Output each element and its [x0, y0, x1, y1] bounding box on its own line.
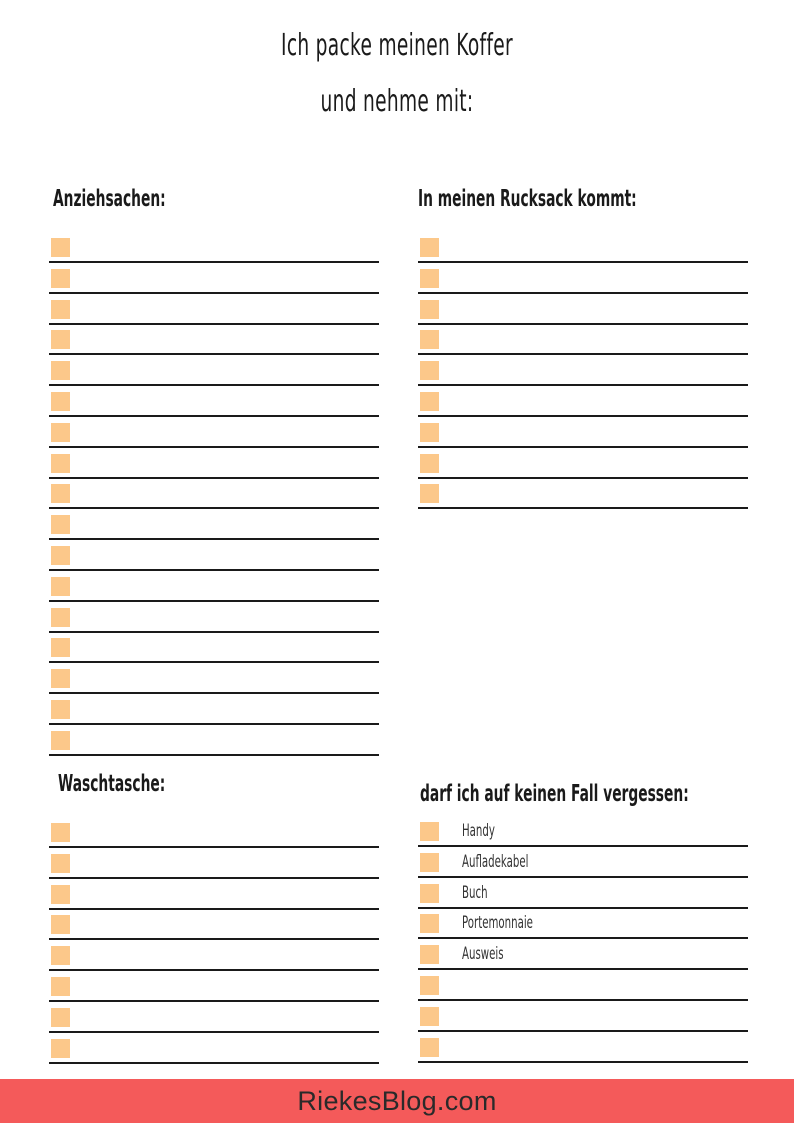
checkbox[interactable] [51, 238, 70, 257]
checklist-row [49, 238, 381, 268]
checklist-row [49, 330, 381, 360]
write-line [418, 446, 748, 448]
checklist-row [49, 915, 381, 945]
checkbox[interactable] [420, 392, 439, 411]
checklist-row [49, 885, 381, 915]
checklist-item-text: Handy [462, 821, 495, 841]
checklist-row [418, 945, 750, 975]
checklist-row [418, 822, 750, 852]
write-line [49, 969, 379, 971]
write-line [49, 877, 379, 879]
checkbox[interactable] [51, 1039, 70, 1058]
write-line [418, 292, 748, 294]
write-line [49, 723, 379, 725]
checklist-row [49, 361, 381, 391]
checklist-row [418, 884, 750, 914]
checkbox[interactable] [420, 1007, 439, 1026]
checklist-row [49, 977, 381, 1007]
write-line [418, 937, 748, 939]
write-line [49, 384, 379, 386]
checklist-row [49, 515, 381, 545]
checkbox[interactable] [51, 823, 70, 842]
page-title-line-2: und nehme mit: [320, 84, 474, 119]
write-line [49, 846, 379, 848]
write-line [49, 415, 379, 417]
checklist-row [49, 484, 381, 514]
checklist-row [418, 914, 750, 944]
checklist-row [418, 300, 750, 330]
write-line [418, 1030, 748, 1032]
write-line [418, 261, 748, 263]
checkbox[interactable] [420, 269, 439, 288]
checklist-row [49, 669, 381, 699]
checklist-row [49, 638, 381, 668]
checkbox[interactable] [51, 515, 70, 534]
footer-bar [0, 1079, 794, 1123]
checklist-row [418, 238, 750, 268]
write-line [418, 845, 748, 847]
checkbox[interactable] [51, 1008, 70, 1027]
checklist-row [418, 976, 750, 1006]
section-heading-backpack: In meinen Rucksack kommt: [418, 186, 637, 212]
write-line [49, 292, 379, 294]
write-line [418, 1061, 748, 1063]
write-line [418, 384, 748, 386]
write-line [418, 968, 748, 970]
checklist-row [418, 269, 750, 299]
checkbox[interactable] [420, 484, 439, 503]
section-heading-toiletries: Waschtasche: [58, 771, 166, 797]
checklist-row [49, 392, 381, 422]
write-line [418, 415, 748, 417]
checkbox[interactable] [420, 423, 439, 442]
checkbox[interactable] [51, 546, 70, 565]
checkbox[interactable] [51, 484, 70, 503]
write-line [49, 600, 379, 602]
checklist-row [49, 731, 381, 761]
checkbox[interactable] [420, 884, 439, 903]
checkbox[interactable] [51, 361, 70, 380]
checklist-row [418, 853, 750, 883]
write-line [418, 999, 748, 1001]
checkbox[interactable] [51, 915, 70, 934]
checklist-row [418, 392, 750, 422]
checklist-row [49, 1039, 381, 1069]
checkbox[interactable] [420, 1038, 439, 1057]
checklist-item-text: Buch [462, 883, 488, 903]
checkbox[interactable] [51, 638, 70, 657]
checkbox[interactable] [420, 300, 439, 319]
checkbox[interactable] [420, 238, 439, 257]
write-line [418, 477, 748, 479]
write-line [49, 692, 379, 694]
checkbox[interactable] [51, 946, 70, 965]
section-heading-dont-forget: darf ich auf keinen Fall vergessen: [420, 781, 689, 807]
checkbox[interactable] [51, 330, 70, 349]
checklist-row [49, 608, 381, 638]
write-line [49, 631, 379, 633]
checkbox[interactable] [51, 885, 70, 904]
checkbox[interactable] [420, 361, 439, 380]
write-line [49, 323, 379, 325]
write-line [49, 938, 379, 940]
checklist-row [49, 577, 381, 607]
page-title-line-1: Ich packe meinen Koffer [281, 28, 513, 63]
checklist-item-text: Ausweis [462, 944, 504, 964]
write-line [49, 1000, 379, 1002]
checkbox[interactable] [51, 423, 70, 442]
checklist-row [418, 1038, 750, 1068]
checkbox[interactable] [51, 608, 70, 627]
checklist-row [418, 1007, 750, 1037]
checkbox[interactable] [51, 269, 70, 288]
write-line [49, 569, 379, 571]
write-line [49, 908, 379, 910]
checkbox[interactable] [51, 700, 70, 719]
checklist-row [49, 269, 381, 299]
checklist-row [418, 484, 750, 514]
checklist-row [49, 546, 381, 576]
checklist-row [49, 700, 381, 730]
checklist-row [49, 823, 381, 853]
write-line [49, 754, 379, 756]
write-line [49, 477, 379, 479]
write-line [418, 907, 748, 909]
checklist-item-text: Aufladekabel [462, 852, 529, 872]
checkbox[interactable] [420, 330, 439, 349]
write-line [418, 876, 748, 878]
checklist-row [418, 454, 750, 484]
checklist-row [49, 1008, 381, 1038]
checklist-item-text: Portemonnaie [462, 913, 533, 933]
checkbox[interactable] [420, 853, 439, 872]
write-line [49, 1031, 379, 1033]
write-line [49, 446, 379, 448]
checkbox[interactable] [51, 731, 70, 750]
checkbox[interactable] [420, 976, 439, 995]
write-line [418, 323, 748, 325]
checklist-row [418, 423, 750, 453]
write-line [49, 538, 379, 540]
checklist-row [418, 361, 750, 391]
write-line [49, 507, 379, 509]
write-line [49, 261, 379, 263]
checkbox[interactable] [51, 854, 70, 873]
checkbox[interactable] [420, 945, 439, 964]
checkbox[interactable] [51, 669, 70, 688]
checklist-row [418, 330, 750, 360]
checklist-row [49, 423, 381, 453]
footer-brand: RiekesBlog.com [297, 1086, 497, 1116]
checklist-row [49, 300, 381, 330]
write-line [49, 353, 379, 355]
checkbox[interactable] [420, 822, 439, 841]
checkbox[interactable] [51, 454, 70, 473]
checklist-row [49, 854, 381, 884]
section-heading-clothes: Anziehsachen: [53, 186, 166, 212]
checklist-row [49, 454, 381, 484]
checkbox[interactable] [420, 454, 439, 473]
write-line [418, 507, 748, 509]
checkbox[interactable] [51, 300, 70, 319]
checkbox[interactable] [51, 392, 70, 411]
checkbox[interactable] [51, 577, 70, 596]
checkbox[interactable] [51, 977, 70, 996]
write-line [49, 661, 379, 663]
write-line [49, 1062, 379, 1064]
write-line [418, 353, 748, 355]
checklist-row [49, 946, 381, 976]
checkbox[interactable] [420, 914, 439, 933]
